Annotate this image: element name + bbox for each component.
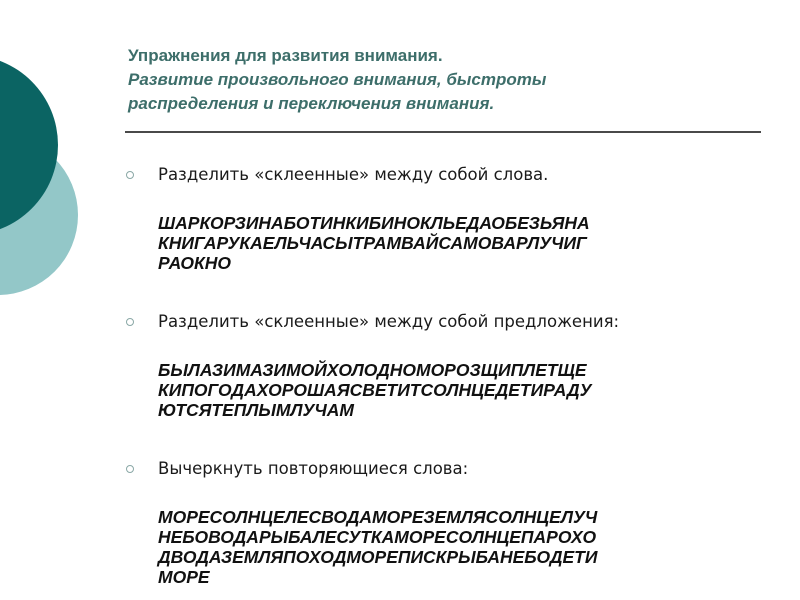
exercise-instruction: Разделить «склеенные» между собой предложения: xyxy=(158,312,620,331)
title-divider xyxy=(125,131,761,133)
circle-bullet-icon xyxy=(126,318,134,326)
title-line-3: распределения и переключения внимания. xyxy=(128,94,495,113)
exercise-instruction: Разделить «склеенные» между собой слова. xyxy=(158,165,549,184)
exercise-puzzle-1 xyxy=(158,213,590,273)
puzzle-line: РАОКНО xyxy=(158,253,231,273)
puzzle-line: ДВОДАЗЕМЛЯПОХОДМОРЕПИСКРЫБАНЕБОДЕТИ xyxy=(158,547,598,567)
puzzle-line: БЫЛАЗИМАЗИМОЙХОЛОДНОМОРОЗЩИПЛЕТЩЕ xyxy=(158,360,587,380)
exercise-puzzle-2 xyxy=(158,360,592,420)
title-line-1: Упражнения для развития внимания. xyxy=(128,46,443,65)
exercise-puzzle-3 xyxy=(158,507,597,587)
title-line-2: Развитие произвольного внимания, быстроты xyxy=(128,70,547,89)
circle-bullet-icon xyxy=(126,465,134,473)
puzzle-line: КНИГАРУКАЕЛЬЧАСЫТРАМВАЙСАМОВАРЛУЧИГ xyxy=(158,233,587,253)
puzzle-line: НЕБОВОДАРЫБАЛЕСУТКАМОРЕСОЛНЦЕПАРОХО xyxy=(158,527,597,547)
puzzle-line: МОРЕ xyxy=(158,567,210,587)
circle-bullet-icon xyxy=(126,171,134,179)
puzzle-line: ШАРКОРЗИНАБОТИНКИБИНОКЛЬЕДАОБЕЗЬЯНА xyxy=(158,213,590,233)
puzzle-line: МОРЕСОЛНЦЕЛЕСВОДАМОРЕЗЕМЛЯСОЛНЦЕЛУЧ xyxy=(158,507,598,527)
slide-title xyxy=(128,44,768,116)
puzzle-line: ЮТСЯТЕПЛЫМЛУЧАМ xyxy=(158,400,354,420)
puzzle-line: КИПОГОДАХОРОШАЯСВЕТИТСОЛНЦЕДЕТИРАДУ xyxy=(158,380,592,400)
exercise-instruction: Вычеркнуть повторяющиеся слова: xyxy=(158,459,469,478)
decorative-circles xyxy=(0,0,120,330)
